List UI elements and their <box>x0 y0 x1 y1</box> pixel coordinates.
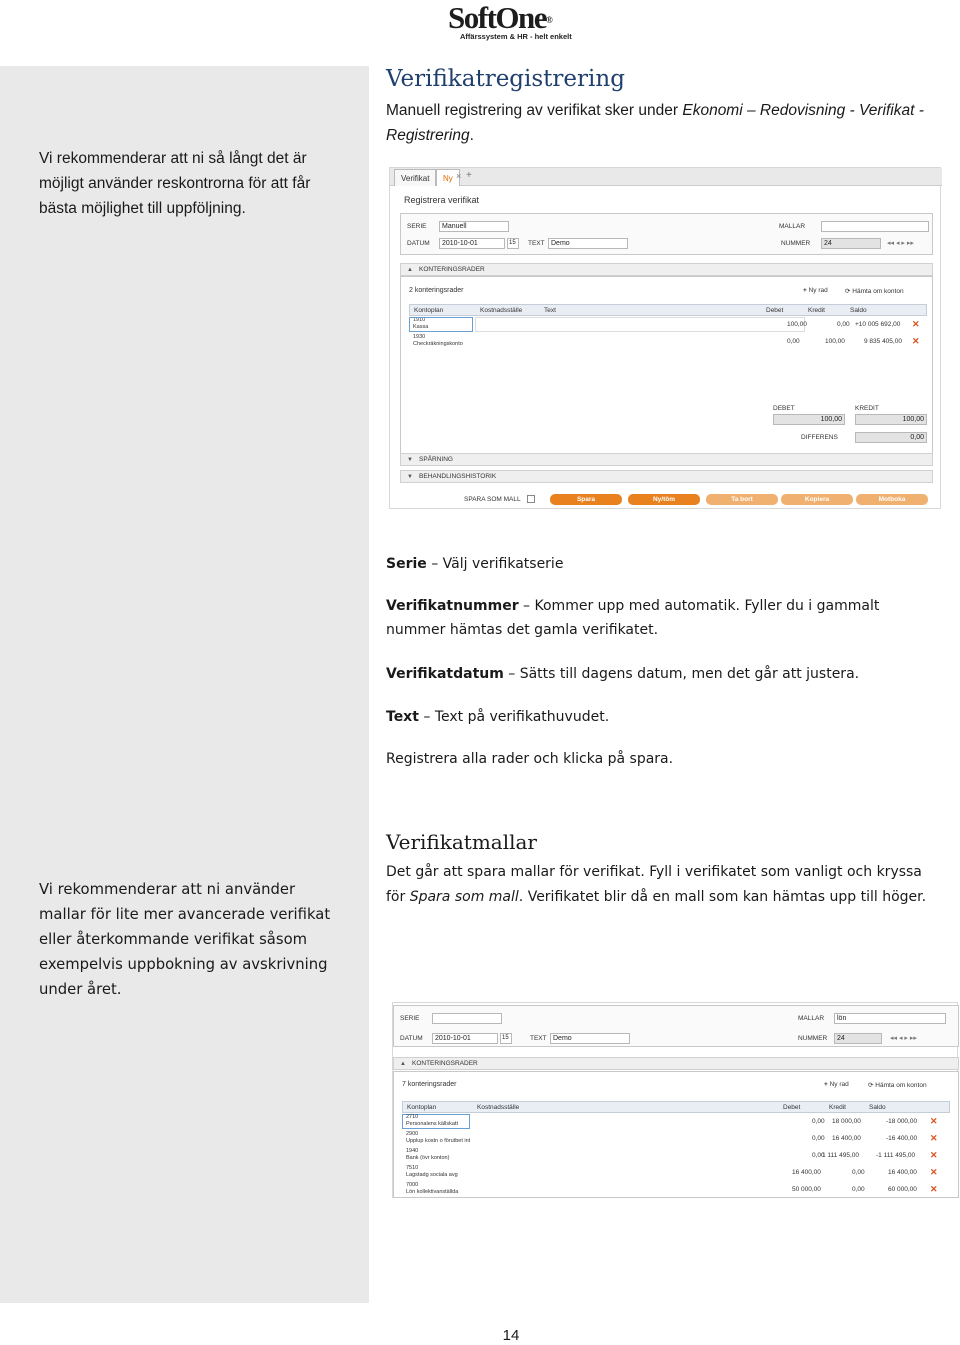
row1-saldo: +10 005 692,00 <box>855 321 901 328</box>
col-debet: Debet <box>783 1104 801 1111</box>
sparning-label: SPÅRNING <box>419 456 453 463</box>
intro-text: Manuell registrering av verifikat sker under <box>386 102 683 119</box>
row2-namn: Upplup kostn o förutbet int <box>406 1138 471 1144</box>
sum-kredit-value: 100,00 <box>855 414 927 425</box>
desc-serie <box>386 552 931 576</box>
hamta-konton-button[interactable] <box>845 287 904 295</box>
row5-saldo: 60 000,00 <box>888 1186 917 1193</box>
nav-arrows-icon[interactable]: ◂◂ ◂ ▸ ▸▸ <box>890 1035 917 1042</box>
nummer-input[interactable]: 24 <box>821 238 881 249</box>
sum-debet-value: 100,00 <box>773 414 845 425</box>
ta-bort-button[interactable]: Ta bort <box>706 494 778 505</box>
sparning-bar[interactable] <box>400 453 933 466</box>
konteringsrader-panel <box>400 276 933 461</box>
logo-tagline: Affärssystem & HR - helt enkelt <box>460 32 572 41</box>
close-tab-icon[interactable]: × <box>456 171 462 181</box>
row1-konto: 2710 <box>406 1114 419 1120</box>
ny-rad-button[interactable] <box>824 1081 849 1088</box>
row5-namn: Lön kollektivanställda <box>406 1189 459 1195</box>
serie-select[interactable] <box>432 1013 502 1024</box>
delete-row-icon[interactable]: ✕ <box>930 1116 938 1126</box>
delete-row-icon[interactable]: ✕ <box>930 1150 938 1160</box>
row1-text-input[interactable] <box>475 317 805 332</box>
row1-kontoplan-input[interactable] <box>409 317 473 332</box>
row2-saldo: 9 835 405,00 <box>864 338 902 345</box>
col-kredit: Kredit <box>808 307 825 314</box>
col-kostnadsstalle: Kostnadsställe <box>477 1104 520 1111</box>
col-saldo: Saldo <box>850 307 867 314</box>
row2-saldo: -16 400,00 <box>886 1135 918 1142</box>
rows-count: 7 konteringsrader <box>402 1081 457 1088</box>
screenshot-verifikatmall <box>392 1002 958 1198</box>
text-label: TEXT <box>528 240 545 247</box>
hamta-konton-label: Hämta om konton <box>875 1082 927 1089</box>
collapse-triangle-icon: ▲ <box>407 267 413 273</box>
row1-debet: 0,00 <box>812 1118 825 1125</box>
mallar-select[interactable] <box>821 221 929 232</box>
row2-kredit: 16 400,00 <box>832 1135 861 1142</box>
row2-konto: 1930 <box>413 334 426 340</box>
sidebar-note-mallar: Vi rekommenderar att ni använder mallar för lite mer avancerade verifikat eller återkommande verifikat såsom exempelvis uppbokning av avskrivning under året. <box>39 881 331 998</box>
delete-row-icon[interactable]: ✕ <box>930 1133 938 1143</box>
konteringsrader-label: KONTERINGSRADER <box>419 266 485 273</box>
refresh-icon: ⟳ <box>868 1082 876 1089</box>
datum-label: DATUM <box>407 240 430 247</box>
section-title-verifikatmallar: Verifikatmallar <box>386 830 537 854</box>
row1-debet: 100,00 <box>787 321 807 328</box>
collapse-triangle-icon: ▲ <box>400 1061 406 1067</box>
mallar-select[interactable]: lön <box>834 1013 946 1024</box>
differens-label: DIFFERENS <box>801 434 838 441</box>
delete-row-icon[interactable]: ✕ <box>912 319 920 329</box>
mallar-text-1: Det går att spara mallar för verifikat. Fyll i verifikatet som vanligt och kryssa för <box>386 864 922 905</box>
serie-select[interactable]: Manuell <box>439 221 509 232</box>
desc-datum-text: – Sätts till dagens datum, men det går att justera. <box>503 666 860 682</box>
spara-som-mall-label: SPARA SOM MALL <box>464 496 521 503</box>
hamta-konton-button[interactable] <box>868 1081 927 1089</box>
row2-kredit: 100,00 <box>825 338 845 345</box>
screenshot-registrera-verifikat <box>389 167 941 509</box>
row2-debet: 0,00 <box>787 338 800 345</box>
rows-count: 2 konteringsrader <box>409 287 464 294</box>
motboka-button[interactable]: Motboka <box>856 494 928 505</box>
col-kredit: Kredit <box>829 1104 846 1111</box>
row1-kredit: 0,00 <box>837 321 850 328</box>
tab-verifikat-label: Verifikat <box>401 174 430 183</box>
table-header <box>409 304 927 316</box>
intro-menu-path: Ekonomi – Redovisning - Verifikat - Registrering <box>386 102 924 144</box>
row4-namn: Lagstadg sociala avg <box>406 1172 458 1178</box>
tab-ny-label: Ny <box>443 174 453 183</box>
panel-title: Registrera verifikat <box>404 195 480 205</box>
konteringsrader-label: KONTERINGSRADER <box>412 1060 478 1067</box>
table-row[interactable] <box>402 1114 950 1130</box>
differens-value: 0,00 <box>855 432 927 443</box>
col-text: Text <box>544 307 556 314</box>
col-debet: Debet <box>766 307 784 314</box>
row2-konto: 2900 <box>406 1131 419 1137</box>
col-kontoplan: Kontoplan <box>407 1104 437 1111</box>
ny-tom-button[interactable]: Ny/töm <box>628 494 700 505</box>
softone-logo <box>448 2 578 42</box>
behandlingshistorik-bar[interactable] <box>400 470 933 483</box>
plus-icon: + <box>824 1081 830 1088</box>
sum-kredit-label: KREDIT <box>855 405 879 412</box>
table-row[interactable] <box>402 1131 950 1147</box>
table-header <box>402 1101 950 1113</box>
header-fields-box <box>393 1005 959 1047</box>
text-input[interactable]: Demo <box>550 1033 630 1044</box>
mallar-text-2: . Verifikatet blir då en mall som kan hämtas upp till höger. <box>518 889 927 905</box>
desc-registrera: Registrera alla rader och klicka på spara. <box>386 751 674 767</box>
row3-namn: Bank (övr konton) <box>406 1155 450 1161</box>
ny-rad-button[interactable] <box>803 287 828 294</box>
text-input[interactable]: Demo <box>548 238 628 249</box>
row1-saldo: -18 000,00 <box>886 1118 918 1125</box>
row5-konto: 7000 <box>406 1182 419 1188</box>
calendar-icon[interactable]: 15 <box>500 1033 512 1044</box>
nav-arrows-icon[interactable]: ◂◂ ◂ ▸ ▸▸ <box>887 240 914 247</box>
expand-triangle-icon: ▼ <box>407 457 413 463</box>
logo-wordmark: SoftOne <box>448 0 546 35</box>
mallar-text-italic: Spara som mall <box>409 889 519 905</box>
desc-datum-term: Verifikatdatum <box>386 666 504 682</box>
row3-saldo: -1 111 495,00 <box>876 1152 916 1159</box>
serie-label: SERIE <box>407 223 427 230</box>
nummer-input[interactable]: 24 <box>834 1033 882 1044</box>
konteringsrader-panel <box>393 1071 959 1198</box>
hamta-konton-label: Hämta om konton <box>852 288 904 295</box>
desc-nummer-term: Verifikatnummer <box>386 598 519 614</box>
delete-row-icon[interactable]: ✕ <box>912 336 920 346</box>
sum-debet-label: DEBET <box>773 405 795 412</box>
tab-bar <box>390 168 942 186</box>
row4-saldo: 16 400,00 <box>888 1169 917 1176</box>
col-kostnadsstalle: Kostnadsställe <box>480 307 523 314</box>
desc-serie-term: Serie <box>386 556 427 572</box>
verifikatmallar-paragraph <box>386 860 936 910</box>
row4-konto: 7510 <box>406 1165 419 1171</box>
behandlingshistorik-label: BEHANDLINGSHISTORIK <box>419 473 497 480</box>
row4-debet: 16 400,00 <box>792 1169 821 1176</box>
table-row[interactable] <box>409 334 927 350</box>
text-label: TEXT <box>530 1035 547 1042</box>
intro-end: . <box>469 127 474 144</box>
header-fields-box <box>400 213 933 255</box>
desc-text <box>386 705 931 729</box>
serie-label: SERIE <box>400 1015 420 1022</box>
datum-label: DATUM <box>400 1035 423 1042</box>
desc-nummer-text: – Kommer upp med automatik. Fyller du i gammalt nummer hämtas det gamla verifikatet. <box>386 598 880 638</box>
row1-kredit: 18 000,00 <box>832 1118 861 1125</box>
row3-debet: 0,00 <box>812 1152 825 1159</box>
desc-verifikatnummer <box>386 594 931 642</box>
table-row[interactable] <box>402 1165 950 1181</box>
nummer-label: NUMMER <box>781 240 811 247</box>
page-number: 14 <box>502 1327 520 1344</box>
calendar-icon[interactable]: 15 <box>507 238 519 249</box>
plus-icon: + <box>803 287 809 294</box>
desc-text-text: – Text på verifikathuvudet. <box>418 709 610 725</box>
desc-serie-text: – Välj verifikatserie <box>426 556 564 572</box>
expand-triangle-icon: ▼ <box>407 474 413 480</box>
refresh-icon: ⟳ <box>845 288 853 295</box>
row2-namn: Checkräkningskonto <box>413 341 463 347</box>
datum-input[interactable]: 2010-10-01 <box>439 238 505 249</box>
spara-button[interactable]: Spara <box>550 494 622 505</box>
col-kontoplan: Kontoplan <box>414 307 444 314</box>
col-saldo: Saldo <box>869 1104 886 1111</box>
row4-kredit: 0,00 <box>852 1169 865 1176</box>
nummer-label: NUMMER <box>798 1035 828 1042</box>
row2-debet: 0,00 <box>812 1135 825 1142</box>
table-row[interactable] <box>409 317 927 333</box>
delete-row-icon[interactable]: ✕ <box>930 1184 938 1194</box>
delete-row-icon[interactable]: ✕ <box>930 1167 938 1177</box>
kopiera-button[interactable]: Kopiera <box>781 494 853 505</box>
ny-rad-label: Ny rad <box>829 1081 849 1088</box>
ny-rad-label: Ny rad <box>808 287 828 294</box>
row1-namn: Kassa <box>413 324 429 330</box>
spara-som-mall-checkbox[interactable] <box>527 495 535 503</box>
row5-debet: 50 000,00 <box>792 1186 821 1193</box>
row1-konto: 1910 <box>413 317 426 323</box>
section-title-verifikatregistrering: Verifikatregistrering <box>386 66 625 92</box>
tab-verifikat[interactable] <box>394 169 436 186</box>
konteringsrader-bar[interactable] <box>393 1057 959 1070</box>
row3-konto: 1940 <box>406 1148 419 1154</box>
desc-verifikatdatum <box>386 662 931 686</box>
datum-input[interactable]: 2010-10-01 <box>432 1033 498 1044</box>
row1-namn: Personalens källskatt <box>406 1121 458 1127</box>
row3-kredit: 1 111 495,00 <box>822 1152 859 1159</box>
logo-registered-mark: ® <box>546 15 552 25</box>
sidebar-note-reskontra: Vi rekommenderar att ni så långt det är möjligt använder reskontrorna för att får bästa möjlighet till uppföljning. <box>39 150 311 217</box>
sidebar-panel <box>0 66 369 1303</box>
intro-paragraph <box>386 98 926 148</box>
mallar-label: MALLAR <box>779 223 806 230</box>
desc-text-term: Text <box>386 709 419 725</box>
table-row[interactable] <box>402 1148 950 1164</box>
add-tab-icon[interactable]: + <box>466 170 472 181</box>
konteringsrader-bar[interactable] <box>400 263 933 276</box>
mallar-label: MALLAR <box>798 1015 825 1022</box>
row5-kredit: 0,00 <box>852 1186 865 1193</box>
table-row[interactable] <box>402 1182 950 1198</box>
